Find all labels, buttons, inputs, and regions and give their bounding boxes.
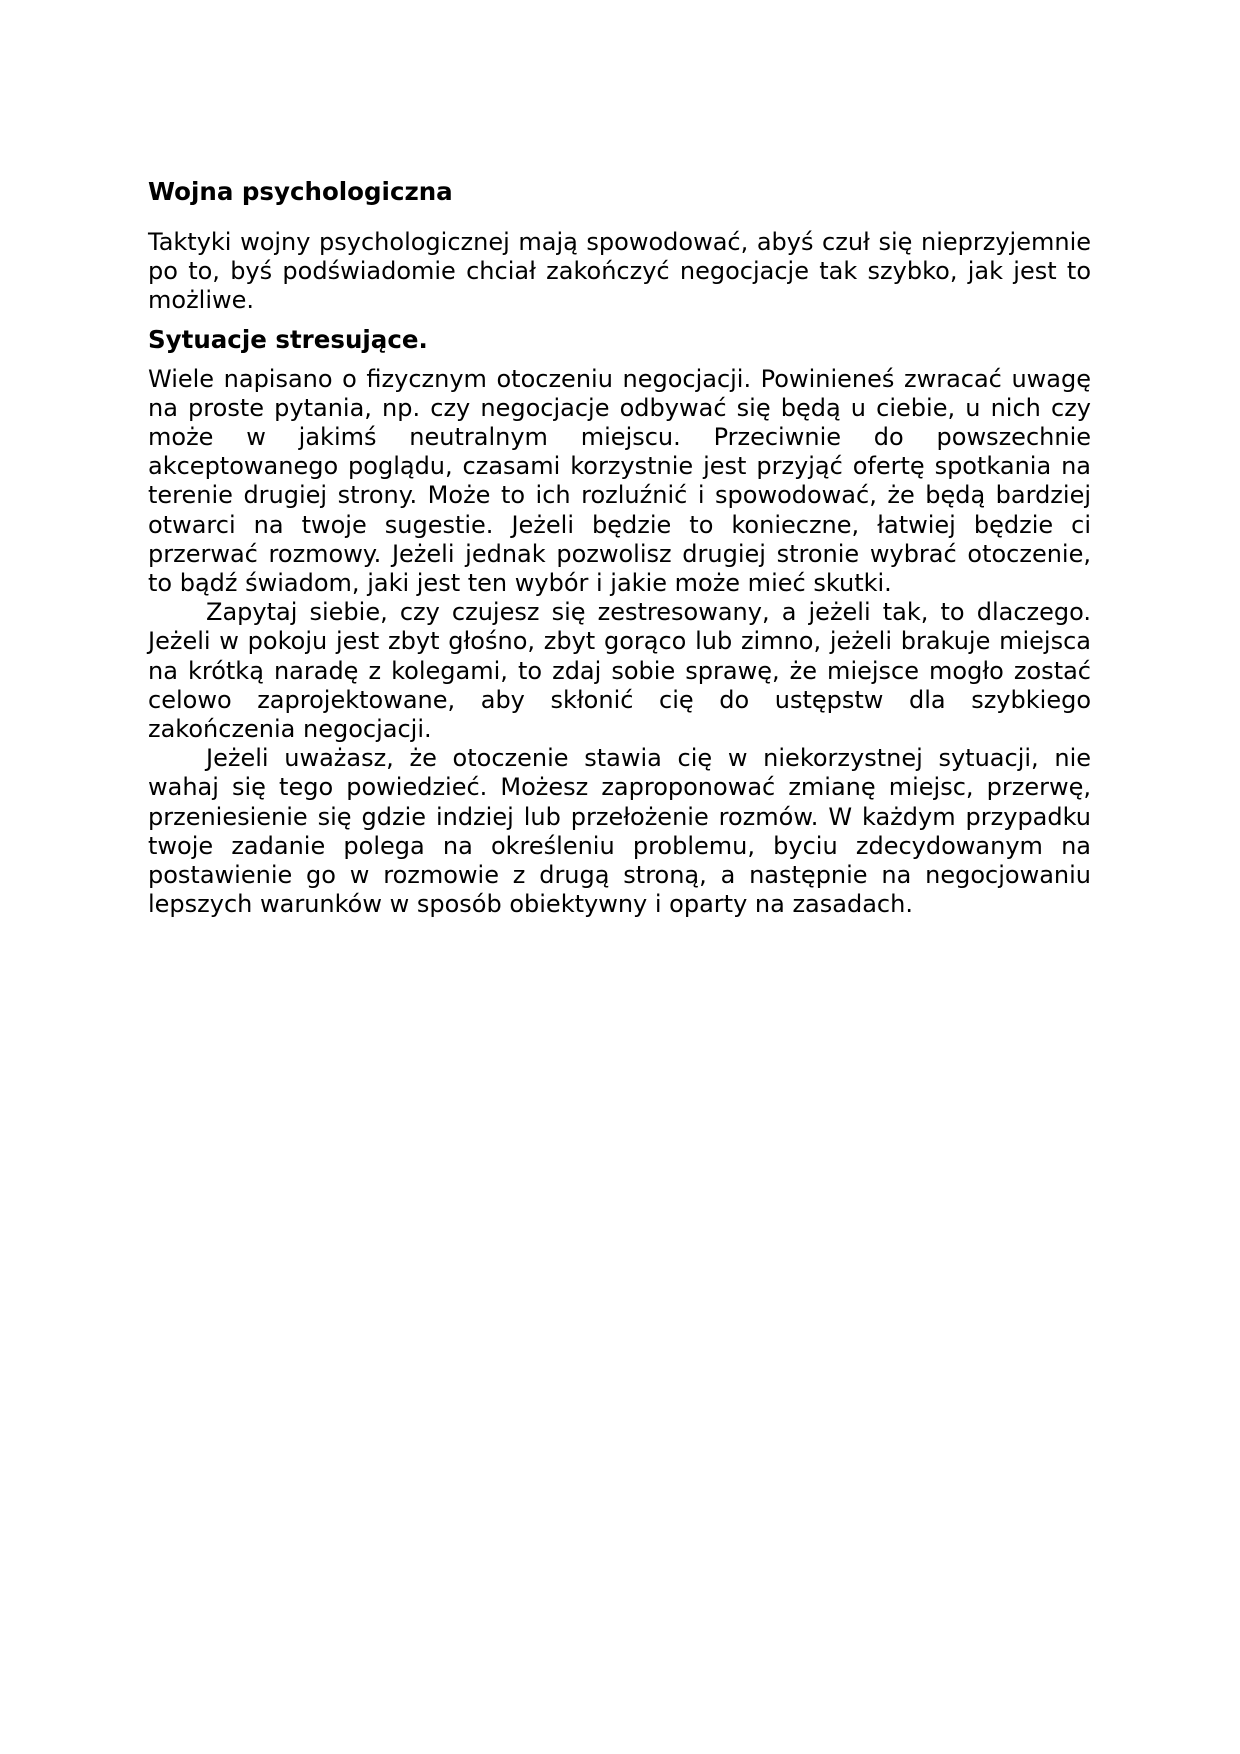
document-title: Wojna psychologiczna (148, 177, 453, 206)
body-paragraph-2: Zapytaj siebie, czy czujesz się zestresowany, a jeżeli tak, to dlaczego. Jeżeli w pokoju jest zbyt głośno, zbyt gorąco lub zimno, jeżeli brakuje miejsca na krótką naradę z kolegami, to zdaj sobie sprawę, że miejsce mogło zostać celowo zaprojektowane, aby skłonić cię do ustępstw dla szybkiego zakończenia negocjacji. (148, 598, 1091, 744)
intro-paragraph: Taktyki wojny psychologicznej mają spowodować, abyś czuł się nieprzyjemnie po to, byś podświadomie chciał zakończyć negocjacje tak szybko, jak jest to możliwe. (148, 228, 1091, 315)
document-page (148, 174, 1091, 919)
section-heading: Sytuacje stresujące. (148, 324, 428, 354)
body-paragraph-1: Wiele napisano o fizycznym otoczeniu negocjacji. Powinieneś zwracać uwagę na proste pytania, np. czy negocjacje odbywać się będą u ciebie, u nich czy może w jakimś neutralnym miejscu. Przeciwnie do powszechnie akceptowanego poglądu, czasami korzystnie jest przyjąć ofertę spotkania na terenie drugiej strony. Może to ich rozluźnić i spowodować, że będą bardziej otwarci na twoje sugestie. Jeżeli będzie to konieczne, łatwiej będzie ci przerwać rozmowy. Jeżeli jednak pozwolisz drugiej stronie wybrać otoczenie, to bądź świadom, jaki jest ten wybór i jakie może mieć skutki. (148, 364, 1091, 598)
body-paragraph-3: Jeżeli uważasz, że otoczenie stawia cię w niekorzystnej sytuacji, nie wahaj się tego powiedzieć. Możesz zaproponować zmianę miejsc, przerwę, przeniesienie się gdzie indziej lub przełożenie rozmów. W każdym przypadku twoje zadanie polega na określeniu problemu, byciu zdecydowanym na postawienie go w rozmowie z drugą stroną, a następnie na negocjowaniu lepszych warunków w sposób obiektywny i oparty na zasadach. (148, 744, 1091, 919)
